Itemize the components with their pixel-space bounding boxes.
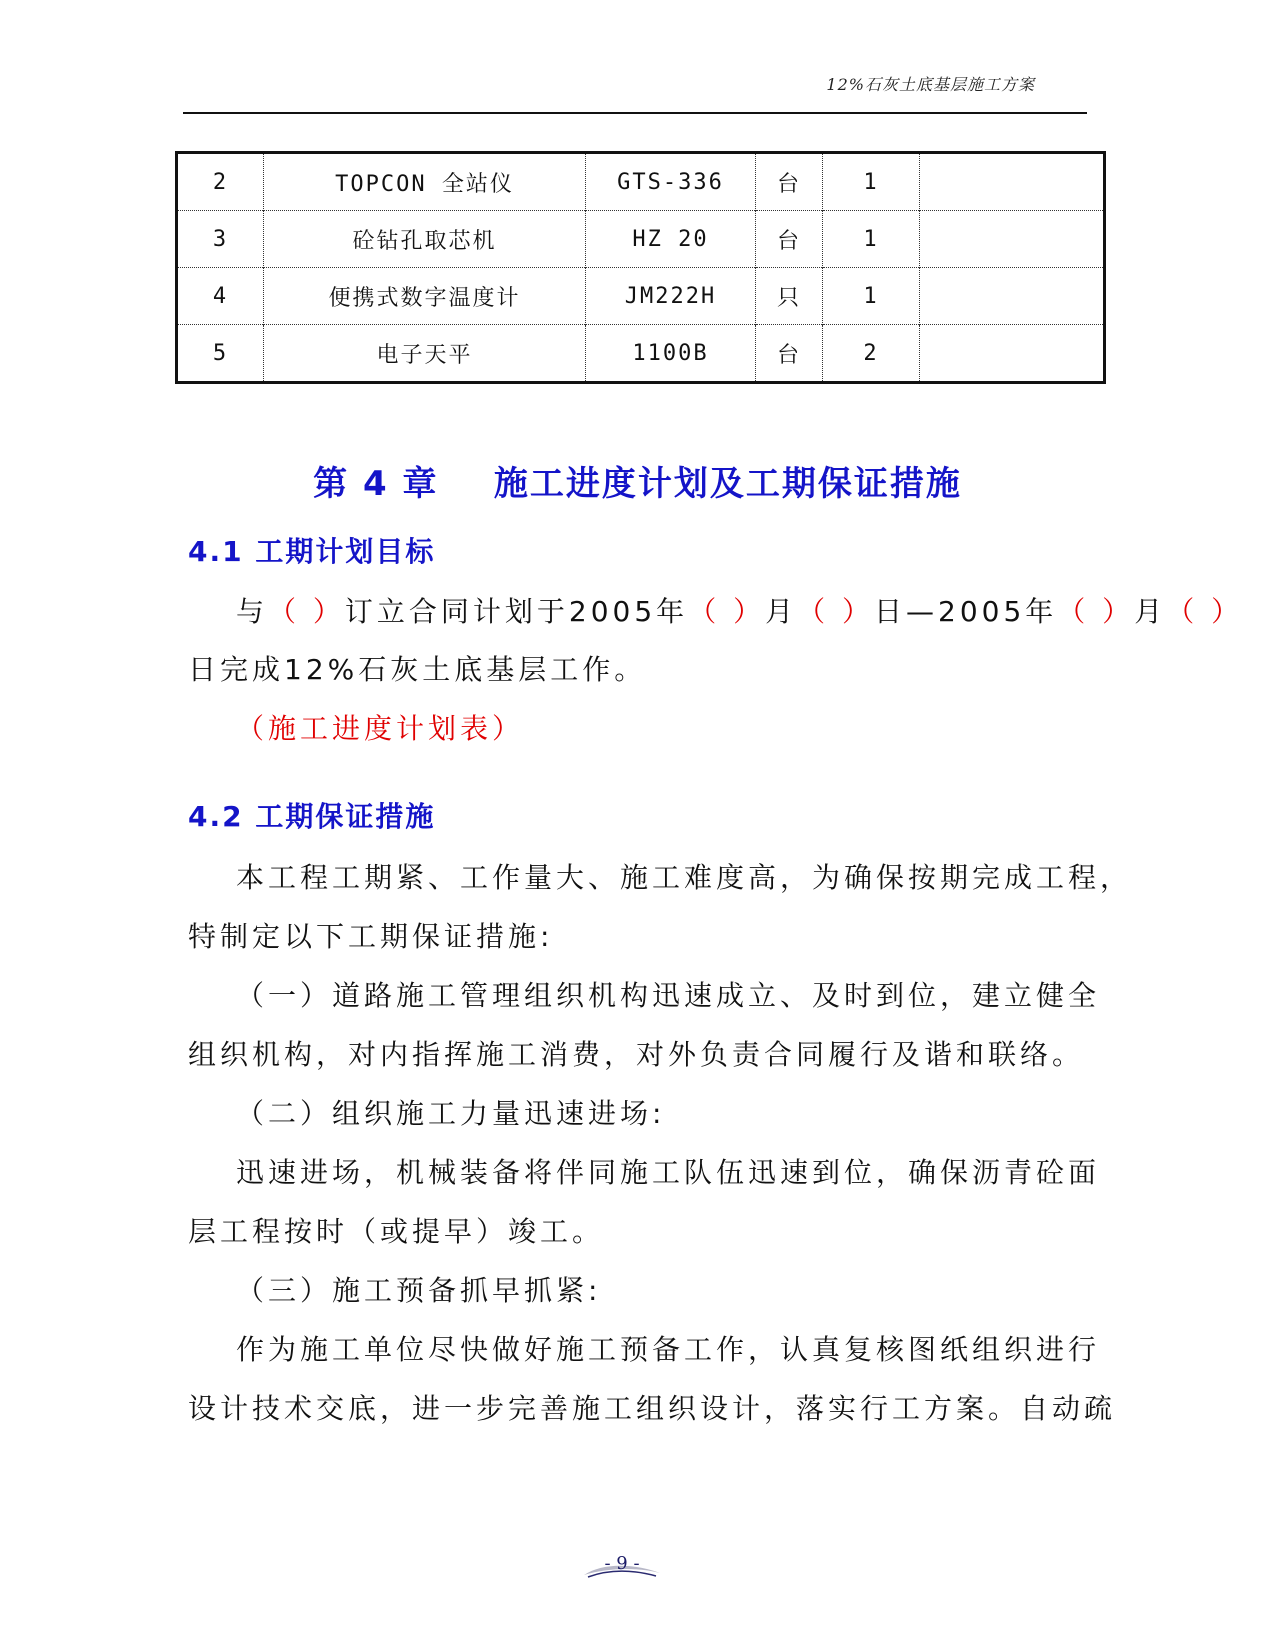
- cell-quantity: 1: [823, 268, 920, 325]
- cell-quantity: 1: [823, 153, 920, 211]
- cell-remark: [920, 153, 1105, 211]
- blank-placeholder: （ ）: [1057, 595, 1135, 628]
- table-row: [177, 211, 1105, 268]
- chapter-title: 施工进度计划及工期保证措施: [493, 464, 962, 504]
- cell-unit: 台: [756, 153, 823, 211]
- cell-name: 电子天平: [264, 325, 586, 383]
- cell-remark: [920, 211, 1105, 268]
- cell-quantity: 1: [823, 211, 920, 268]
- paragraph-line: （一）道路施工管理组织机构迅速成立、及时到位，建立健全: [236, 979, 1101, 1012]
- paragraph-line: 本工程工期紧、工作量大、施工难度高，为确保按期完成工程，: [236, 861, 1133, 894]
- blank-placeholder: （ ）: [688, 595, 766, 628]
- cell-index: 2: [212, 169, 229, 195]
- text-run: 订立合同计划于2005年: [344, 595, 689, 628]
- cell-quantity: 2: [823, 325, 920, 383]
- header-rule: [183, 112, 1087, 114]
- section-heading-4-1: 4.1 工期计划目标: [188, 535, 436, 568]
- document-header-title: 12%石灰土底基层施工方案: [826, 75, 1035, 94]
- table-row: [177, 325, 1105, 383]
- schedule-table-note: （施工进度计划表）: [236, 712, 525, 745]
- text-run: 月: [765, 595, 798, 628]
- cell-model: 1100B: [586, 325, 756, 383]
- paragraph-line: （三）施工预备抓早抓紧:: [236, 1274, 602, 1307]
- cell-name: 砼钻孔取芯机: [264, 211, 586, 268]
- paragraph-line: 组织机构，对内指挥施工消费，对外负责合同履行及谐和联络。: [188, 1038, 1085, 1071]
- cell-name: TOPCON 全站仪: [264, 153, 586, 211]
- paragraph-line: 作为施工单位尽快做好施工预备工作，认真复核图纸组织进行: [236, 1333, 1101, 1366]
- cell-unit: 只: [756, 268, 823, 325]
- cell-index: 3: [177, 211, 264, 268]
- page-number: - 9 -: [604, 1553, 640, 1574]
- cell-model: JM222H: [586, 268, 756, 325]
- cell-remark: [920, 268, 1105, 325]
- paragraph-line: [236, 590, 1244, 630]
- table-row: [177, 153, 1105, 211]
- chapter-heading: [0, 456, 1275, 505]
- cell-index: 4: [177, 268, 264, 325]
- blank-placeholder: （ ）: [1166, 595, 1244, 628]
- cell-index: 5: [177, 325, 264, 383]
- text-run: 月: [1134, 595, 1167, 628]
- cell-name: 便携式数字温度计: [264, 268, 586, 325]
- table-row: [177, 268, 1105, 325]
- section-heading-4-2: 4.2 工期保证措施: [188, 800, 436, 833]
- cell-model: HZ 20: [586, 211, 756, 268]
- cell-model: GTS-336: [586, 153, 756, 211]
- paragraph-line: 日完成12%石灰土底基层工作。: [188, 653, 647, 686]
- cell-remark: [920, 325, 1105, 383]
- paragraph-line: （二）组织施工力量迅速进场:: [236, 1097, 666, 1130]
- paragraph-line: 迅速进场，机械装备将伴同施工队伍迅速到位，确保沥青砼面: [236, 1156, 1101, 1189]
- blank-placeholder: （ ）: [797, 595, 875, 628]
- chapter-number: 第 4 章: [313, 464, 439, 504]
- paragraph-line: 特制定以下工期保证措施:: [188, 920, 554, 953]
- blank-placeholder: （ ）: [268, 595, 345, 628]
- paragraph-line: 设计技术交底，进一步完善施工组织设计，落实行工方案。自动疏: [188, 1392, 1117, 1425]
- cell-unit: 台: [756, 211, 823, 268]
- paragraph-line: 层工程按时（或提早）竣工。: [188, 1215, 605, 1248]
- text-run: 与: [236, 595, 269, 628]
- text-run: 日—2005年: [874, 595, 1058, 628]
- equipment-table: [175, 151, 1106, 384]
- cell-unit: 台: [756, 325, 823, 383]
- page-footer: [582, 1553, 662, 1583]
